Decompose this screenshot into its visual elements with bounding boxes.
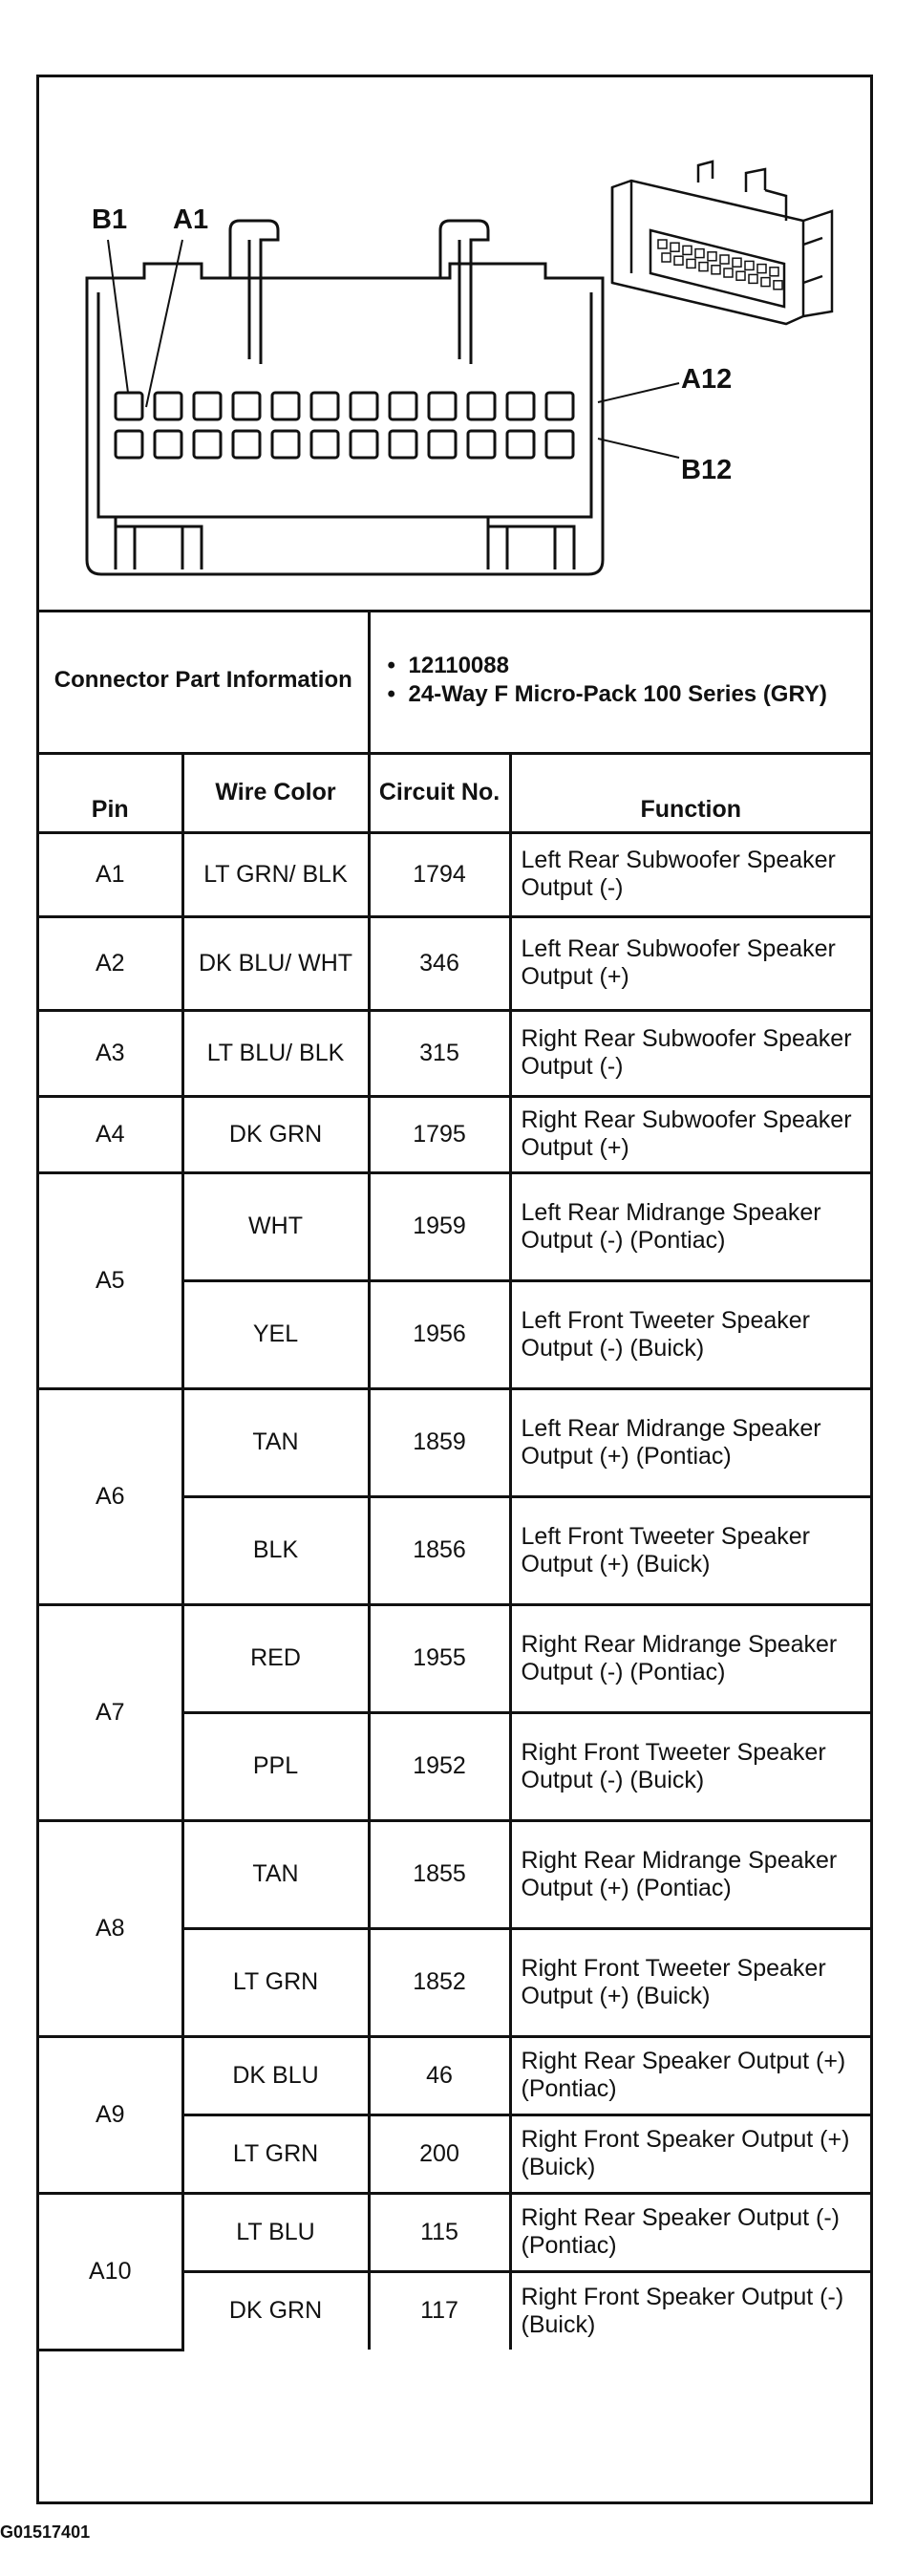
header-wire-color: Wire Color <box>182 753 369 832</box>
circuit-cell: 1856 <box>369 1496 510 1604</box>
circuit-cell: 1855 <box>369 1820 510 1928</box>
circuit-cell: 1952 <box>369 1712 510 1820</box>
pin-cavity <box>311 393 338 419</box>
circuit-cell: 1859 <box>369 1388 510 1496</box>
function-cell: Left Rear Subwoofer Speaker Output (+) <box>510 916 870 1010</box>
function-cell: Right Rear Midrange Speaker Output (-) (Pontiac) <box>510 1604 870 1712</box>
wire-color-cell: PPL <box>182 1712 369 1820</box>
circuit-cell: 1794 <box>369 832 510 916</box>
part-number: • 12110088 <box>388 652 871 680</box>
connector-info-list <box>369 610 870 753</box>
pin-cavity <box>194 431 221 458</box>
header-pin: Pin <box>39 753 182 832</box>
circuit-cell: 1955 <box>369 1604 510 1712</box>
wire-color-cell: DK GRN <box>182 1096 369 1172</box>
pin-cavity <box>272 431 299 458</box>
pin-cavity <box>233 393 260 419</box>
pin-cavity <box>155 431 181 458</box>
pin-cell: A10 <box>39 2193 182 2350</box>
pin-cavity <box>272 393 299 419</box>
pin-cavity <box>194 393 221 419</box>
circuit-cell: 200 <box>369 2114 510 2193</box>
function-cell: Right Rear Subwoofer Speaker Output (+) <box>510 1096 870 1172</box>
pin-cell: A4 <box>39 1096 182 1172</box>
function-cell: Right Front Tweeter Speaker Output (-) (Buick) <box>510 1712 870 1820</box>
function-cell: Right Front Speaker Output (-) (Buick) <box>510 2271 870 2350</box>
label-b12: B12 <box>681 455 733 485</box>
table-row <box>39 1820 870 1928</box>
pin-cavity <box>429 431 456 458</box>
pin-cavity <box>390 431 416 458</box>
wire-color-cell: WHT <box>182 1172 369 1280</box>
pin-cavity <box>468 393 495 419</box>
pin-cell: A6 <box>39 1388 182 1604</box>
pin-cell: A7 <box>39 1604 182 1820</box>
pin-cavity <box>468 431 495 458</box>
pin-cell: A2 <box>39 916 182 1010</box>
pinout-table <box>39 610 870 2351</box>
function-cell: Right Front Tweeter Speaker Output (+) (Buick) <box>510 1928 870 2036</box>
circuit-cell: 346 <box>369 916 510 1010</box>
pin-cavity <box>351 393 377 419</box>
table-row <box>39 1604 870 1712</box>
connector-description: • 24-Way F Micro-Pack 100 Series (GRY) <box>388 680 871 709</box>
wire-color-cell: YEL <box>182 1280 369 1388</box>
circuit-cell: 1795 <box>369 1096 510 1172</box>
pin-cell: A9 <box>39 2036 182 2193</box>
function-cell: Right Rear Speaker Output (+) (Pontiac) <box>510 2036 870 2114</box>
wire-color-cell: DK BLU <box>182 2036 369 2114</box>
wire-color-cell: LT GRN/ BLK <box>182 832 369 916</box>
function-cell: Left Front Tweeter Speaker Output (+) (Buick) <box>510 1496 870 1604</box>
table-row <box>39 2036 870 2114</box>
wire-color-cell: DK GRN <box>182 2271 369 2350</box>
circuit-cell: 115 <box>369 2193 510 2271</box>
pin-cavity <box>546 431 573 458</box>
pin-cell: A8 <box>39 1820 182 2036</box>
wire-color-cell: RED <box>182 1604 369 1712</box>
table-row <box>39 1010 870 1096</box>
wire-color-cell: LT BLU <box>182 2193 369 2271</box>
pin-cell: A3 <box>39 1010 182 1096</box>
function-cell: Left Rear Midrange Speaker Output (+) (Pontiac) <box>510 1388 870 1496</box>
function-cell: Left Front Tweeter Speaker Output (-) (Buick) <box>510 1280 870 1388</box>
pin-cavity <box>233 431 260 458</box>
wire-color-cell: LT BLU/ BLK <box>182 1010 369 1096</box>
pin-cavity <box>351 431 377 458</box>
circuit-cell: 46 <box>369 2036 510 2114</box>
table-row <box>39 2193 870 2271</box>
pin-cell: A1 <box>39 832 182 916</box>
table-row <box>39 1096 870 1172</box>
pin-cavity <box>507 393 534 419</box>
wire-color-cell: BLK <box>182 1496 369 1604</box>
table-row <box>39 1172 870 1280</box>
circuit-cell: 1959 <box>369 1172 510 1280</box>
wire-color-cell: DK BLU/ WHT <box>182 916 369 1010</box>
header-row <box>39 753 870 832</box>
connector-info-row <box>39 610 870 753</box>
pin-cavity <box>155 393 181 419</box>
pin-cavity <box>116 431 142 458</box>
pin-cavities <box>116 393 573 458</box>
label-b1: B1 <box>92 204 128 235</box>
wire-color-cell: LT GRN <box>182 2114 369 2193</box>
table-row <box>39 832 870 916</box>
pin-cavity <box>507 431 534 458</box>
function-cell: Left Rear Midrange Speaker Output (-) (Pontiac) <box>510 1172 870 1280</box>
header-circuit: Circuit No. <box>369 753 510 832</box>
function-cell: Right Rear Speaker Output (-) (Pontiac) <box>510 2193 870 2271</box>
pin-cell: A5 <box>39 1172 182 1388</box>
pin-cavity <box>429 393 456 419</box>
table-row <box>39 1388 870 1496</box>
figure-code: G01517401 <box>0 2522 91 2542</box>
function-cell: Left Rear Subwoofer Speaker Output (-) <box>510 832 870 916</box>
pin-cavity <box>546 393 573 419</box>
label-a1: A1 <box>173 204 209 235</box>
function-cell: Right Rear Subwoofer Speaker Output (-) <box>510 1010 870 1096</box>
header-function: Function <box>510 753 870 832</box>
pin-cavity <box>116 393 142 419</box>
connector-info-label: Connector Part Information <box>39 610 369 753</box>
function-cell: Right Front Speaker Output (+) (Buick) <box>510 2114 870 2193</box>
connector-sheet <box>36 75 873 2504</box>
connector-diagram <box>39 77 870 612</box>
pin-cavity <box>311 431 338 458</box>
circuit-cell: 1852 <box>369 1928 510 2036</box>
connector-face-drawing <box>39 77 870 610</box>
wire-color-cell: TAN <box>182 1820 369 1928</box>
label-a12: A12 <box>681 364 733 395</box>
circuit-cell: 315 <box>369 1010 510 1096</box>
function-cell: Right Rear Midrange Speaker Output (+) (Pontiac) <box>510 1820 870 1928</box>
table-row <box>39 916 870 1010</box>
circuit-cell: 117 <box>369 2271 510 2350</box>
wire-color-cell: TAN <box>182 1388 369 1496</box>
wire-color-cell: LT GRN <box>182 1928 369 2036</box>
pin-cavity <box>390 393 416 419</box>
circuit-cell: 1956 <box>369 1280 510 1388</box>
